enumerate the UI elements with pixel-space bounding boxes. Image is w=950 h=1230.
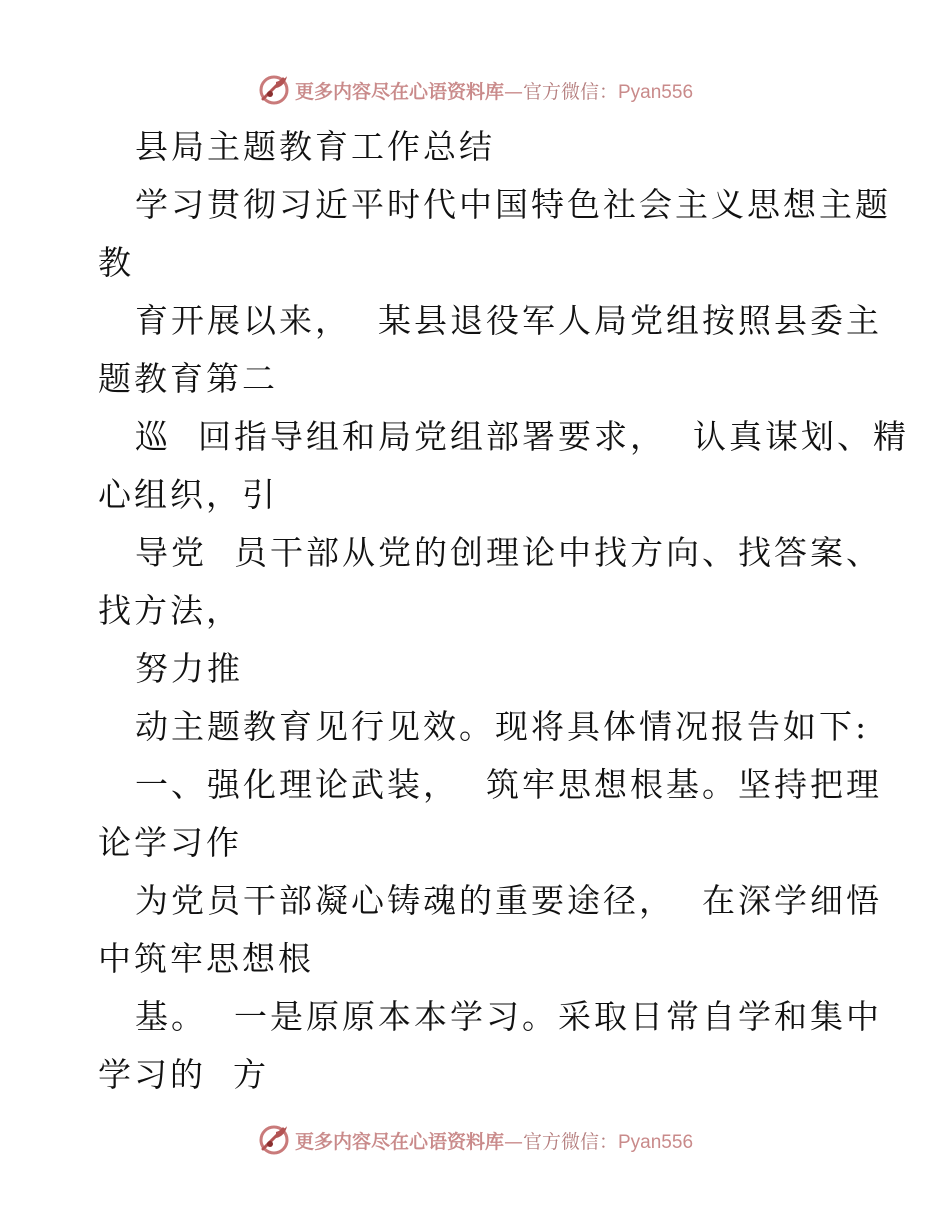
quill-logo-icon xyxy=(257,73,291,107)
text-line: 心组织，引 xyxy=(98,475,278,514)
quill-logo-icon xyxy=(257,1123,291,1157)
document-title: 县局主题教育工作总结 xyxy=(135,127,495,166)
text-line: 动主题教育见行见效。现将具体情况报告如下: xyxy=(135,707,870,746)
text-line: 中筑牢思想根 xyxy=(98,939,314,978)
text-line: 巡 回指导组和局党组部署要求， 认真谋划、精 xyxy=(135,417,909,456)
watermark-text: 更多内容尽在心语资料库—官方微信：Pyan556 xyxy=(294,80,694,103)
text-line: 努力推 xyxy=(135,649,243,688)
text-line: 题教育第二 xyxy=(98,359,278,398)
footer-watermark xyxy=(0,1120,950,1160)
section-heading-line: 一、强化理论武装， 筑牢思想根基。坚持把理 xyxy=(135,765,882,804)
header-watermark xyxy=(0,70,950,110)
text-line: 基。 一是原原本本学习。采取日常自学和集中 xyxy=(135,997,882,1036)
text-line: 学习贯彻习近平时代中国特色社会主义思想主题 xyxy=(135,185,891,224)
text-line: 教 xyxy=(98,243,134,282)
text-line: 学习的 方 xyxy=(98,1055,269,1094)
document-body xyxy=(98,118,909,1104)
text-line: 育开展以来， 某县退役军人局党组按照县委主 xyxy=(135,301,882,340)
text-line: 为党员干部凝心铸魂的重要途径， 在深学细悟 xyxy=(135,881,882,920)
text-line: 找方法， xyxy=(98,591,242,630)
watermark-text: 更多内容尽在心语资料库—官方微信：Pyan556 xyxy=(294,1130,694,1153)
text-line: 论学习作 xyxy=(98,823,242,862)
text-line: 导党 员干部从党的创理论中找方向、找答案、 xyxy=(135,533,882,572)
